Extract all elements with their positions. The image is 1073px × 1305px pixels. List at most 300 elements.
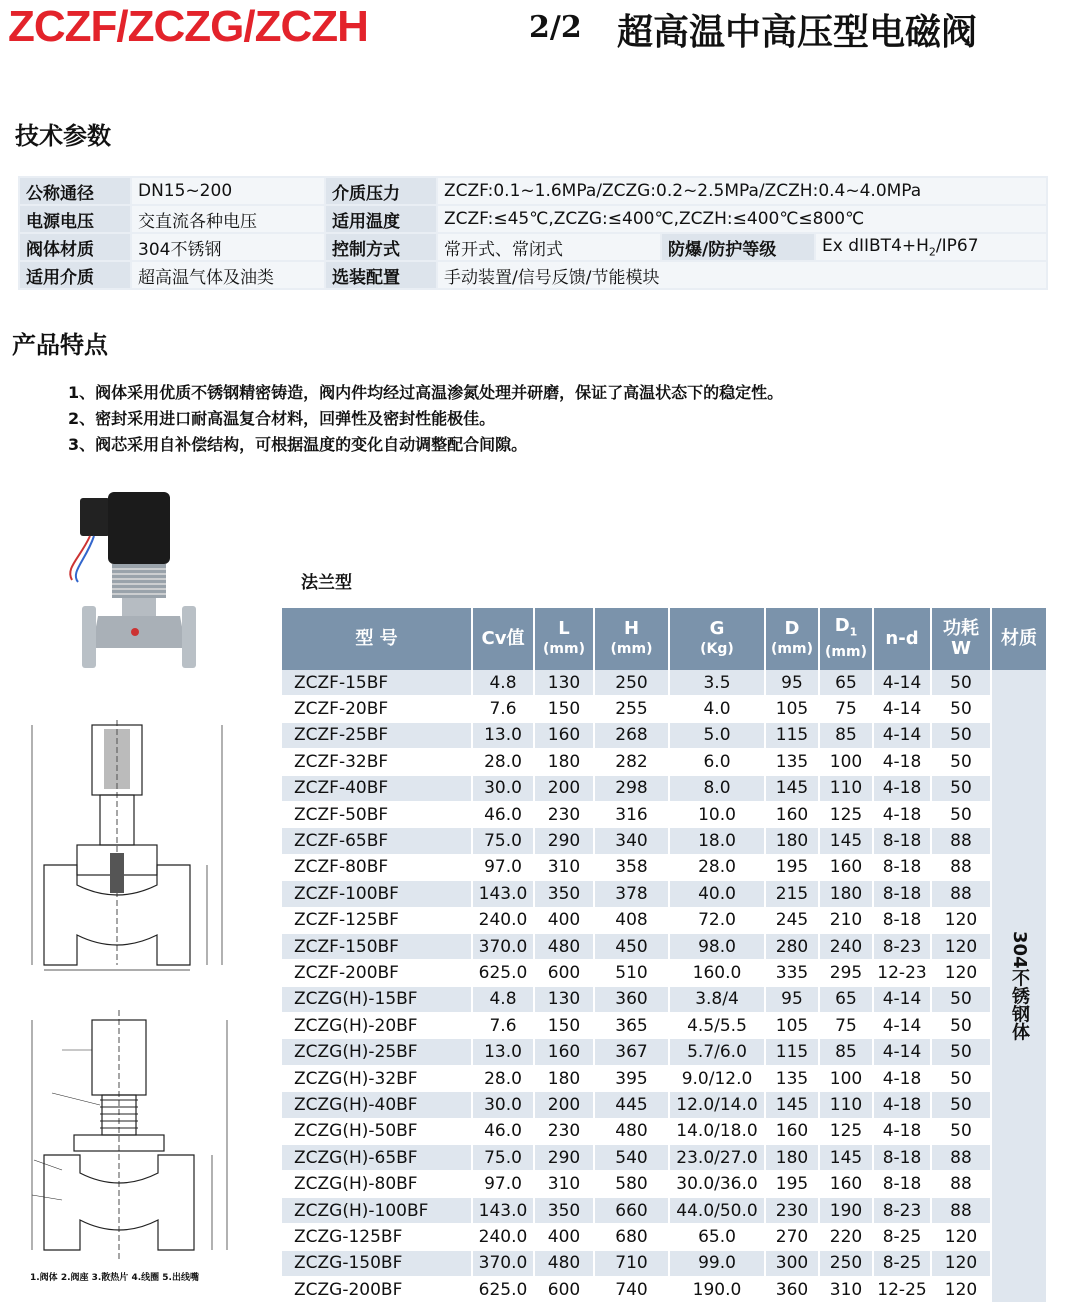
value-cell: 150 — [534, 1013, 594, 1039]
value-cell: 120 — [931, 1224, 991, 1250]
value-cell: 50 — [931, 696, 991, 722]
value-cell: 143.0 — [472, 1197, 534, 1223]
value-cell: 295 — [819, 960, 873, 986]
model-cell: ZCZG(H)-80BF — [282, 1171, 472, 1197]
spec-key: 阀体材质 — [20, 234, 130, 260]
value-cell: 255 — [594, 696, 669, 722]
value-cell: 4-14 — [873, 696, 931, 722]
coil-body — [108, 492, 170, 564]
spec-key: 选装配置 — [326, 262, 436, 288]
value-cell: 200 — [534, 775, 594, 801]
col-d1-unit: (mm) — [825, 644, 867, 661]
value-cell: 50 — [931, 670, 991, 696]
value-cell: 4.0 — [669, 696, 765, 722]
value-cell: 660 — [594, 1197, 669, 1223]
value-cell: 400 — [534, 907, 594, 933]
value-cell: 180 — [534, 1065, 594, 1091]
spec-key: 防爆/防护等级 — [662, 234, 814, 260]
value-cell: 30.0 — [472, 1092, 534, 1118]
model-cell: ZCZF-50BF — [282, 801, 472, 827]
value-cell: 4-14 — [873, 986, 931, 1012]
value-cell: 370.0 — [472, 1250, 534, 1276]
value-cell: 46.0 — [472, 801, 534, 827]
spec-value: 交直流各种电压 — [132, 206, 324, 232]
value-cell: 395 — [594, 1065, 669, 1091]
col-material: 材质 — [991, 608, 1047, 670]
table-row — [282, 1276, 1047, 1302]
valve-drawing-high-temp — [22, 1005, 252, 1267]
table-row — [282, 1092, 1047, 1118]
value-cell: 110 — [819, 775, 873, 801]
value-cell: 160 — [819, 854, 873, 880]
value-cell: 4-18 — [873, 801, 931, 827]
value-cell: 4-18 — [873, 775, 931, 801]
value-cell: 160 — [819, 1171, 873, 1197]
table-row — [282, 696, 1047, 722]
value-cell: 8-18 — [873, 1145, 931, 1171]
value-cell: 115 — [765, 1039, 819, 1065]
table-row — [282, 881, 1047, 907]
value-cell: 360 — [765, 1276, 819, 1302]
value-cell: 8-18 — [873, 1171, 931, 1197]
value-cell: 250 — [819, 1250, 873, 1276]
value-cell: 88 — [931, 1145, 991, 1171]
value-cell: 75.0 — [472, 1145, 534, 1171]
model-cell: ZCZG(H)-25BF — [282, 1039, 472, 1065]
spec-key: 适用温度 — [326, 206, 436, 232]
value-cell: 180 — [765, 1145, 819, 1171]
product-title: 超高温中高压型电磁阀 — [617, 11, 978, 53]
value-cell: 180 — [534, 749, 594, 775]
valve-photo — [60, 488, 230, 688]
value-cell: 75 — [819, 1013, 873, 1039]
value-cell: 8-25 — [873, 1250, 931, 1276]
value-cell: 125 — [819, 801, 873, 827]
value-cell: 625.0 — [472, 960, 534, 986]
value-cell: 150 — [534, 696, 594, 722]
value-cell: 335 — [765, 960, 819, 986]
value-cell: 290 — [534, 828, 594, 854]
model-cell: ZCZG-150BF — [282, 1250, 472, 1276]
value-cell: 18.0 — [669, 828, 765, 854]
value-cell: 360 — [594, 986, 669, 1012]
value-cell: 46.0 — [472, 1118, 534, 1144]
value-cell: 4.5/5.5 — [669, 1013, 765, 1039]
value-cell: 8-18 — [873, 828, 931, 854]
spec-key: 电源电压 — [20, 206, 130, 232]
spec-value-explosion — [816, 234, 1046, 260]
value-cell: 240.0 — [472, 1224, 534, 1250]
table-row — [282, 1065, 1047, 1091]
value-cell: 4-14 — [873, 1013, 931, 1039]
value-cell: 200 — [534, 1092, 594, 1118]
value-cell: 190 — [819, 1197, 873, 1223]
model-cell: ZCZG(H)-20BF — [282, 1013, 472, 1039]
value-cell: 145 — [819, 828, 873, 854]
value-cell: 72.0 — [669, 907, 765, 933]
value-cell: 250 — [594, 670, 669, 696]
value-cell: 88 — [931, 1171, 991, 1197]
col-power-unit: W — [951, 638, 971, 659]
value-cell: 30.0/36.0 — [669, 1171, 765, 1197]
value-cell: 50 — [931, 1118, 991, 1144]
value-cell: 268 — [594, 722, 669, 748]
value-cell: 4-18 — [873, 1118, 931, 1144]
spec-value: 304不锈钢 — [132, 234, 324, 260]
value-cell: 290 — [534, 1145, 594, 1171]
nameplate — [131, 628, 139, 636]
model-cell: ZCZG(H)-15BF — [282, 986, 472, 1012]
value-cell: 97.0 — [472, 1171, 534, 1197]
value-cell: 12.0/14.0 — [669, 1092, 765, 1118]
value-cell: 8.0 — [669, 775, 765, 801]
col-nd: n-d — [873, 608, 931, 670]
table-row — [282, 933, 1047, 959]
value-cell: 99.0 — [669, 1250, 765, 1276]
value-cell: 160 — [765, 801, 819, 827]
value-cell: 145 — [765, 1092, 819, 1118]
value-cell: 4-18 — [873, 1065, 931, 1091]
spec-key: 公称通径 — [20, 178, 130, 204]
features-heading: 产品特点 — [12, 331, 108, 359]
model-cell: ZCZF-200BF — [282, 960, 472, 986]
value-cell: 12-25 — [873, 1276, 931, 1302]
spec-key: 介质压力 — [326, 178, 436, 204]
value-cell: 300 — [765, 1250, 819, 1276]
model-cell: ZCZF-25BF — [282, 722, 472, 748]
ex-rating-tail: /IP67 — [935, 235, 979, 256]
value-cell: 4-14 — [873, 1039, 931, 1065]
value-cell: 95 — [765, 670, 819, 696]
value-cell: 7.6 — [472, 1013, 534, 1039]
valve-ratio: 2/2 — [529, 10, 582, 45]
value-cell: 195 — [765, 854, 819, 880]
table-row — [282, 960, 1047, 986]
value-cell: 10.0 — [669, 801, 765, 827]
value-cell: 408 — [594, 907, 669, 933]
value-cell: 85 — [819, 722, 873, 748]
value-cell: 145 — [765, 775, 819, 801]
value-cell: 625.0 — [472, 1276, 534, 1302]
value-cell: 4-18 — [873, 1092, 931, 1118]
value-cell: 540 — [594, 1145, 669, 1171]
value-cell: 100 — [819, 1065, 873, 1091]
value-cell: 120 — [931, 960, 991, 986]
model-cell: ZCZG-125BF — [282, 1224, 472, 1250]
feature-item: 1、阀体采用优质不锈钢精密铸造，阀内件均经过高温渗氮处理并研磨，保证了高温状态下的稳定性。 — [68, 383, 784, 402]
value-cell: 4.8 — [472, 986, 534, 1012]
feature-item: 3、阀芯采用自补偿结构，可根据温度的变化自动调整配合间隙。 — [68, 435, 528, 454]
ex-rating: Ex dIIBT4+H — [822, 235, 929, 256]
feature-item: 2、密封采用进口耐高温复合材料，回弹性及密封性能极佳。 — [68, 409, 496, 428]
table-row — [282, 801, 1047, 827]
value-cell: 85 — [819, 1039, 873, 1065]
model-cell: ZCZF-150BF — [282, 933, 472, 959]
model-cell: ZCZG(H)-50BF — [282, 1118, 472, 1144]
flange-type-label: 法兰型 — [301, 573, 352, 593]
value-cell: 3.5 — [669, 670, 765, 696]
table-row — [282, 828, 1047, 854]
value-cell: 450 — [594, 933, 669, 959]
value-cell: 125 — [819, 1118, 873, 1144]
value-cell: 480 — [534, 1250, 594, 1276]
brand-title: ZCZF/ZCZG/ZCZH — [8, 2, 368, 51]
value-cell: 740 — [594, 1276, 669, 1302]
value-cell: 310 — [534, 854, 594, 880]
col-l — [534, 608, 594, 670]
value-cell: 97.0 — [472, 854, 534, 880]
value-cell: 135 — [765, 749, 819, 775]
value-cell: 480 — [534, 933, 594, 959]
table-row — [282, 854, 1047, 880]
value-cell: 230 — [765, 1197, 819, 1223]
value-cell: 50 — [931, 775, 991, 801]
model-table-header — [282, 608, 1047, 670]
spec-value: 超高温气体及油类 — [132, 262, 324, 288]
value-cell: 600 — [534, 960, 594, 986]
connector-box — [80, 498, 110, 536]
table-row — [282, 907, 1047, 933]
col-d1-label: D — [834, 614, 850, 636]
value-cell: 28.0 — [472, 749, 534, 775]
col-power-label: 功耗 — [943, 618, 979, 639]
value-cell: 5.7/6.0 — [669, 1039, 765, 1065]
table-row — [282, 1250, 1047, 1276]
value-cell: 680 — [594, 1224, 669, 1250]
value-cell: 120 — [931, 1250, 991, 1276]
bonnet — [122, 598, 156, 616]
col-d1-sub: 1 — [849, 625, 858, 639]
value-cell: 28.0 — [669, 854, 765, 880]
model-cell: ZCZF-15BF — [282, 670, 472, 696]
value-cell: 316 — [594, 801, 669, 827]
value-cell: 50 — [931, 722, 991, 748]
model-cell: ZCZG(H)-40BF — [282, 1092, 472, 1118]
value-cell: 50 — [931, 1013, 991, 1039]
spec-value: ZCZF:≤45℃,ZCZG:≤400℃,ZCZH:≤400℃≤800℃ — [438, 206, 1046, 232]
value-cell: 143.0 — [472, 881, 534, 907]
value-cell: 400 — [534, 1224, 594, 1250]
table-row — [282, 1224, 1047, 1250]
value-cell: 310 — [819, 1276, 873, 1302]
col-l-label: L — [558, 618, 570, 639]
value-cell: 710 — [594, 1250, 669, 1276]
spec-value: 手动装置/信号反馈/节能模块 — [438, 262, 1046, 288]
value-cell: 50 — [931, 986, 991, 1012]
value-cell: 160 — [765, 1118, 819, 1144]
value-cell: 30.0 — [472, 775, 534, 801]
value-cell: 44.0/50.0 — [669, 1197, 765, 1223]
value-cell: 5.0 — [669, 722, 765, 748]
col-l-unit: (mm) — [543, 641, 585, 657]
value-cell: 145 — [819, 1145, 873, 1171]
col-d — [765, 608, 819, 670]
drawing-legend: 1.阀体 2.阀座 3.散热片 4.线圈 5.出线嘴 — [30, 1273, 199, 1283]
value-cell: 282 — [594, 749, 669, 775]
col-g-unit: (Kg) — [700, 641, 734, 657]
col-g — [669, 608, 765, 670]
value-cell: 88 — [931, 1197, 991, 1223]
value-cell: 230 — [534, 801, 594, 827]
value-cell: 9.0/12.0 — [669, 1065, 765, 1091]
value-cell: 50 — [931, 749, 991, 775]
spec-key: 控制方式 — [326, 234, 436, 260]
value-cell: 4-14 — [873, 722, 931, 748]
spec-key: 适用介质 — [20, 262, 130, 288]
value-cell: 580 — [594, 1171, 669, 1197]
value-cell: 210 — [819, 907, 873, 933]
table-row — [282, 722, 1047, 748]
table-row — [282, 749, 1047, 775]
cable-blue — [76, 536, 94, 582]
value-cell: 350 — [534, 881, 594, 907]
value-cell: 358 — [594, 854, 669, 880]
col-h — [594, 608, 669, 670]
value-cell: 510 — [594, 960, 669, 986]
value-cell: 40.0 — [669, 881, 765, 907]
value-cell: 120 — [931, 907, 991, 933]
value-cell: 195 — [765, 1171, 819, 1197]
material-cell: 304不锈钢体 — [991, 670, 1047, 1303]
col-d-unit: (mm) — [771, 641, 813, 657]
col-d1 — [819, 608, 873, 670]
value-cell: 50 — [931, 801, 991, 827]
value-cell: 8-25 — [873, 1224, 931, 1250]
value-cell: 190.0 — [669, 1276, 765, 1302]
value-cell: 367 — [594, 1039, 669, 1065]
model-cell: ZCZF-20BF — [282, 696, 472, 722]
model-cell: ZCZF-125BF — [282, 907, 472, 933]
value-cell: 88 — [931, 854, 991, 880]
value-cell: 115 — [765, 722, 819, 748]
model-table — [282, 608, 1048, 1303]
value-cell: 130 — [534, 986, 594, 1012]
value-cell: 600 — [534, 1276, 594, 1302]
model-cell: ZCZF-40BF — [282, 775, 472, 801]
value-cell: 4-18 — [873, 749, 931, 775]
value-cell: 240 — [819, 933, 873, 959]
spec-value: 常开式、常闭式 — [438, 234, 660, 260]
value-cell: 4-14 — [873, 670, 931, 696]
model-cell: ZCZG(H)-100BF — [282, 1197, 472, 1223]
value-cell: 6.0 — [669, 749, 765, 775]
left-flange — [82, 606, 96, 668]
value-cell: 4.8 — [472, 670, 534, 696]
col-model: 型 号 — [282, 608, 472, 670]
value-cell: 120 — [931, 933, 991, 959]
value-cell: 310 — [534, 1171, 594, 1197]
spec-row — [20, 206, 1046, 232]
value-cell: 8-23 — [873, 1197, 931, 1223]
value-cell: 105 — [765, 1013, 819, 1039]
col-h-unit: (mm) — [610, 641, 653, 657]
value-cell: 110 — [819, 1092, 873, 1118]
value-cell: 180 — [819, 881, 873, 907]
model-cell: ZCZF-80BF — [282, 854, 472, 880]
value-cell: 13.0 — [472, 1039, 534, 1065]
value-cell: 88 — [931, 881, 991, 907]
table-row — [282, 1171, 1047, 1197]
value-cell: 220 — [819, 1224, 873, 1250]
table-row — [282, 986, 1047, 1012]
value-cell: 378 — [594, 881, 669, 907]
spec-value: ZCZF:0.1~1.6MPa/ZCZG:0.2~2.5MPa/ZCZH:0.4~4.0MPa — [438, 178, 1046, 204]
value-cell: 240.0 — [472, 907, 534, 933]
value-cell: 88 — [931, 828, 991, 854]
col-cv: Cv值 — [472, 608, 534, 670]
value-cell: 120 — [931, 1276, 991, 1302]
table-row — [282, 670, 1047, 696]
value-cell: 370.0 — [472, 933, 534, 959]
spec-row — [20, 234, 1046, 260]
value-cell: 50 — [931, 1092, 991, 1118]
col-d-label: D — [784, 618, 800, 639]
table-row — [282, 1145, 1047, 1171]
value-cell: 12-23 — [873, 960, 931, 986]
value-cell: 215 — [765, 881, 819, 907]
valve-drawing-flange — [22, 715, 252, 980]
value-cell: 23.0/27.0 — [669, 1145, 765, 1171]
value-cell: 65.0 — [669, 1224, 765, 1250]
value-cell: 3.8/4 — [669, 986, 765, 1012]
spec-row — [20, 178, 1046, 204]
spec-row — [20, 262, 1046, 288]
spec-heading: 技术参数 — [15, 122, 111, 150]
value-cell: 230 — [534, 1118, 594, 1144]
col-g-label: G — [709, 618, 725, 639]
value-cell: 7.6 — [472, 696, 534, 722]
value-cell: 75 — [819, 696, 873, 722]
value-cell: 13.0 — [472, 722, 534, 748]
model-cell: ZCZF-65BF — [282, 828, 472, 854]
cable-red — [70, 536, 90, 580]
model-cell: ZCZG-200BF — [282, 1276, 472, 1302]
spec-value: DN15~200 — [132, 178, 324, 204]
right-flange — [182, 606, 196, 668]
value-cell: 350 — [534, 1197, 594, 1223]
value-cell: 245 — [765, 907, 819, 933]
value-cell: 8-18 — [873, 881, 931, 907]
spec-table — [18, 176, 1048, 290]
value-cell: 8-18 — [873, 854, 931, 880]
value-cell: 8-23 — [873, 933, 931, 959]
table-row — [282, 1118, 1047, 1144]
value-cell: 365 — [594, 1013, 669, 1039]
value-cell: 8-18 — [873, 907, 931, 933]
value-cell: 14.0/18.0 — [669, 1118, 765, 1144]
table-row — [282, 1039, 1047, 1065]
value-cell: 75.0 — [472, 828, 534, 854]
value-cell: 340 — [594, 828, 669, 854]
table-row — [282, 1013, 1047, 1039]
value-cell: 105 — [765, 696, 819, 722]
value-cell: 270 — [765, 1224, 819, 1250]
value-cell: 50 — [931, 1065, 991, 1091]
value-cell: 95 — [765, 986, 819, 1012]
table-row — [282, 1197, 1047, 1223]
value-cell: 65 — [819, 986, 873, 1012]
value-cell: 28.0 — [472, 1065, 534, 1091]
model-cell: ZCZF-32BF — [282, 749, 472, 775]
value-cell: 135 — [765, 1065, 819, 1091]
ex-rating-sub: 2 — [928, 245, 936, 259]
table-row — [282, 775, 1047, 801]
value-cell: 98.0 — [669, 933, 765, 959]
model-cell: ZCZG(H)-65BF — [282, 1145, 472, 1171]
col-power — [931, 608, 991, 670]
value-cell: 480 — [594, 1118, 669, 1144]
value-cell: 298 — [594, 775, 669, 801]
